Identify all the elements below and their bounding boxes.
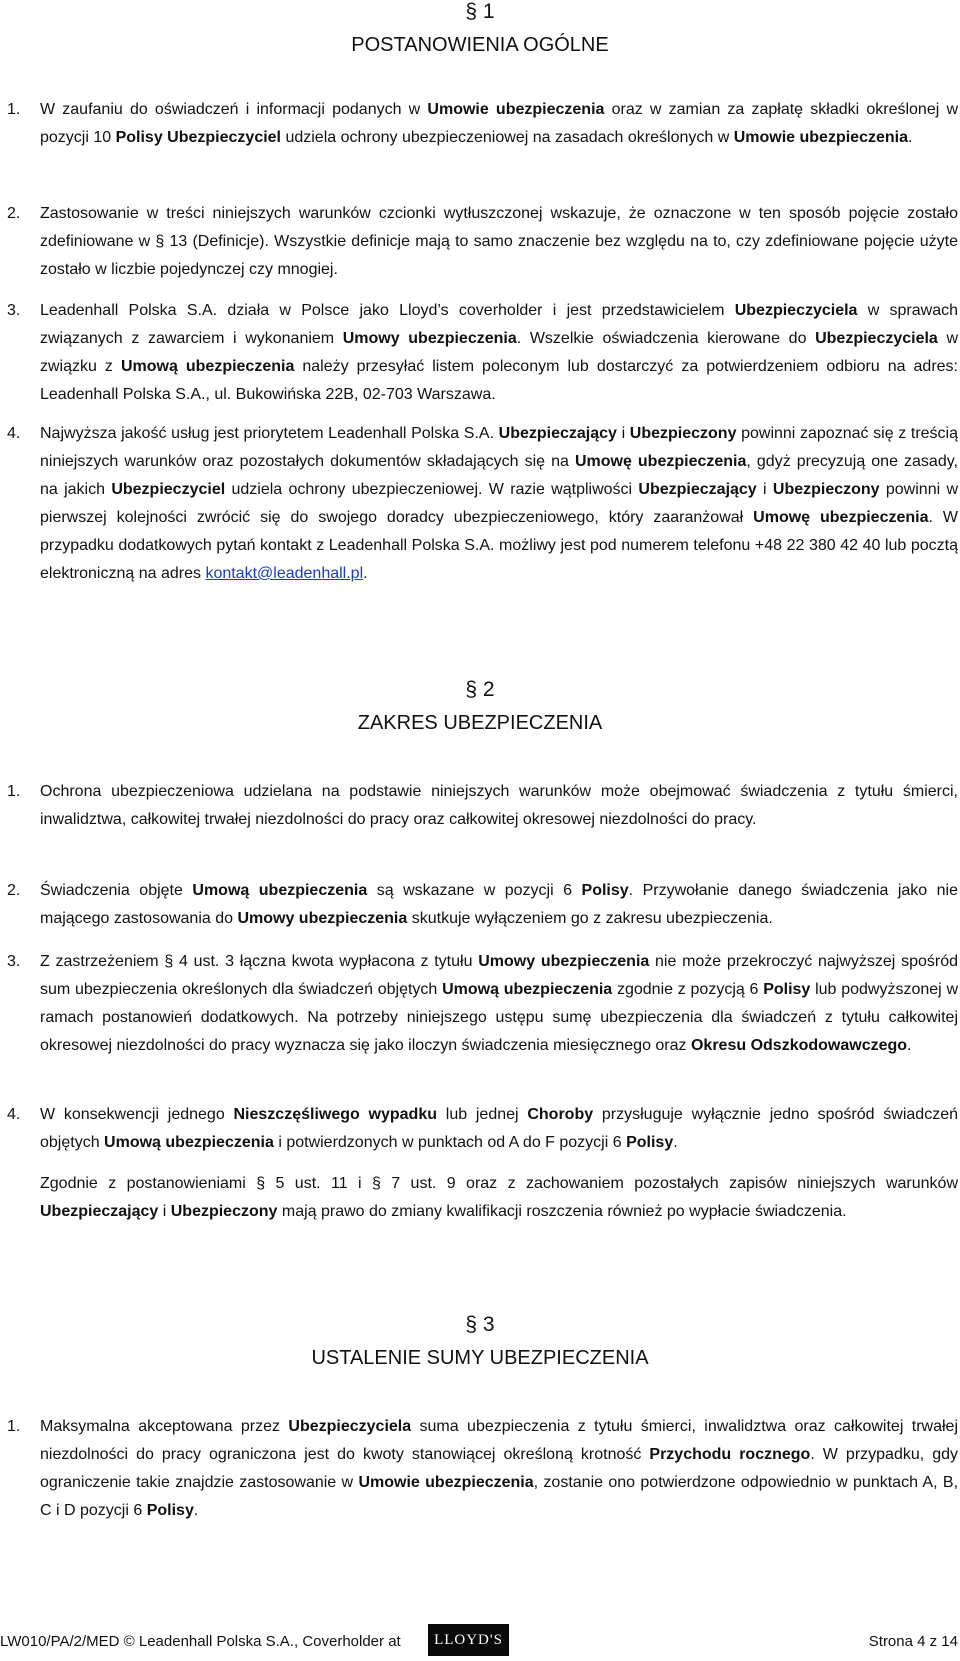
paragraph-text: Ochrona ubezpieczeniowa udzielana na podstawie niniejszych warunków może obejmować świadczenia z tytułu śmierci, inwalidztwa, całkowitej trwałej niezdolności do pracy oraz całkowitej okresowej niezdolności do pracy. <box>40 783 958 828</box>
section-2-title: ZAKRES UBEZPIECZENIA <box>357 712 603 734</box>
paragraph-number: 1. <box>7 783 21 800</box>
paragraph-number: 4. <box>7 425 21 442</box>
paragraph-number: 4. <box>7 1106 21 1123</box>
paragraph-number: 3. <box>7 953 21 970</box>
paragraph-number: 1. <box>7 1418 21 1435</box>
paragraph-text: Leadenhall Polska S.A. działa w Polsce jako Lloyd’s coverholder i jest przedstawicielem Ubezpieczyciela w sprawach związanych z zawarciem i wykonaniem Umowy ubezpieczenia. Wszelkie oświadczenia kierowane do Ubezpieczyciela w związku z Umową ubezpieczenia należy przesyłać listem poleconym lub dostarczyć za potwierdzeniem odbioru na adres: Leadenhall Polska S.A., ul. Bukowińska 22B, 02-703 Warszawa. <box>40 302 959 403</box>
paragraph-text: W zaufaniu do oświadczeń i informacji podanych w Umowie ubezpieczenia oraz w zamian za zapłatę składki określonej w pozycji 10 Polisy Ubezpieczyciel udziela ochrony ubezpieczeniowej na zasadach określonych w Umowie ubezpieczenia. <box>40 101 959 146</box>
section-1-number: § 1 <box>465 0 495 23</box>
paragraph-text: Zastosowanie w treści niniejszych warunków czcionki wytłuszczonej wskazuje, że oznaczone w ten sposób pojęcie zostało zdefiniowane w § 13 (Definicje). Wszystkie definicje mają to samo znaczenie bez względu na to, czy zdefiniowane pojęcie użyte zostało w liczbie pojedynczej czy mnogiej. <box>40 205 958 278</box>
page-footer <box>0 1624 960 1658</box>
s1-paragraph-4 <box>0 420 960 588</box>
paragraph-number: 2. <box>7 882 21 899</box>
paragraph-text: Najwyższa jakość usług jest priorytetem Leadenhall Polska S.A. Ubezpieczający i Ubezpieczony powinni zapoznać się z treścią niniejszych warunków oraz pozostałych dokumentów składających się na Umowę ubezpieczenia, gdyż precyzują one zasady, na jakich Ubezpieczyciel udziela ochrony ubezpieczeniowej. W razie wątpliwości Ubezpieczający i Ubezpieczony powinni w pierwszej kolejności zwrócić się do swojego doradcy ubezpieczeniowego, który zaaranżował Umowę ubezpieczenia. W przypadku dodatkowych pytań kontakt z Leadenhall Polska S.A. możliwy jest pod numerem telefonu +48 22 380 42 40 lub pocztą elektroniczną na adres kontakt@leadenhall.pl. <box>40 425 959 582</box>
paragraph-number: 2. <box>7 205 21 222</box>
s2-paragraph-1 <box>0 778 960 834</box>
section-2-header <box>0 678 960 735</box>
section-3-title: USTALENIE SUMY UBEZPIECZENIA <box>311 1347 649 1369</box>
s2-paragraph-2 <box>0 877 960 933</box>
section-2-number: § 2 <box>465 678 495 701</box>
paragraph-text: Zgodnie z postanowieniami § 5 ust. 11 i § 7 ust. 9 oraz z zachowaniem pozostałych zapisów niniejszych warunków Ubezpieczający i Ubezpieczony mają prawo do zmiany kwalifikacji roszczenia również po wypłacie świadczenia. <box>40 1175 958 1220</box>
lloyds-logo: LLOYD'S <box>428 1624 509 1656</box>
paragraph-number: 1. <box>7 101 21 118</box>
footer-document-code: LW010/PA/2/MED © Leadenhall Polska S.A., Coverholder at <box>0 1633 401 1650</box>
section-3-header <box>0 1313 960 1370</box>
s3-paragraph-1 <box>0 1413 960 1525</box>
paragraph-number: 3. <box>7 302 21 319</box>
s1-paragraph-1 <box>0 96 960 152</box>
paragraph-text: Świadczenia objęte Umową ubezpieczenia są wskazane w pozycji 6 Polisy. Przywołanie danego świadczenia jako nie mającego zastosowania do Umowy ubezpieczenia skutkuje wyłączeniem go z zakresu ubezpieczenia. <box>40 882 959 927</box>
email-link[interactable]: kontakt@leadenhall.pl <box>205 565 364 582</box>
paragraph-text: Z zastrzeżeniem § 4 ust. 3 łączna kwota wypłacona z tytułu Umowy ubezpieczenia nie może przekroczyć najwyższej spośród sum ubezpieczenia określonych dla świadczeń objętych Umową ubezpieczenia zgodnie z pozycją 6 Polisy lub podwyższonej w ramach postanowień dodatkowych. Na potrzeby niniejszego ustępu sumę ubezpieczenia dla świadczeń z tytułu całkowitej okresowej niezdolności do pracy wyznacza się jako iloczyn świadczenia miesięcznego oraz Okresu Odszkodowawczego. <box>40 953 958 1054</box>
page-number: Strona 4 z 14 <box>868 1633 958 1650</box>
section-1-title: POSTANOWIENIA OGÓLNE <box>351 34 609 56</box>
s1-paragraph-2 <box>0 200 960 284</box>
s2-paragraph-4 <box>0 1101 960 1157</box>
s2-paragraph-3 <box>0 948 960 1060</box>
section-1-header <box>0 0 960 57</box>
s1-paragraph-3 <box>0 297 960 409</box>
section-3-number: § 3 <box>465 1313 495 1336</box>
s2-paragraph-5 <box>0 1170 960 1226</box>
paragraph-text: Maksymalna akceptowana przez Ubezpieczyciela suma ubezpieczenia z tytułu śmierci, inwalidztwa oraz całkowitej trwałej niezdolności do pracy ograniczona jest do kwoty stanowiącej określoną krotność Przychodu rocznego. W przypadku, gdy ograniczenie takie znajdzie zastosowanie w Umowie ubezpieczenia, zostanie ono potwierdzone odpowiednio w punktach A, B, C i D pozycji 6 Polisy. <box>40 1418 959 1519</box>
paragraph-text: W konsekwencji jednego Nieszczęśliwego wypadku lub jednej Choroby przysługuje wyłącznie jedno spośród świadczeń objętych Umową ubezpieczenia i potwierdzonych w punktach od A do F pozycji 6 Polisy. <box>40 1106 958 1151</box>
